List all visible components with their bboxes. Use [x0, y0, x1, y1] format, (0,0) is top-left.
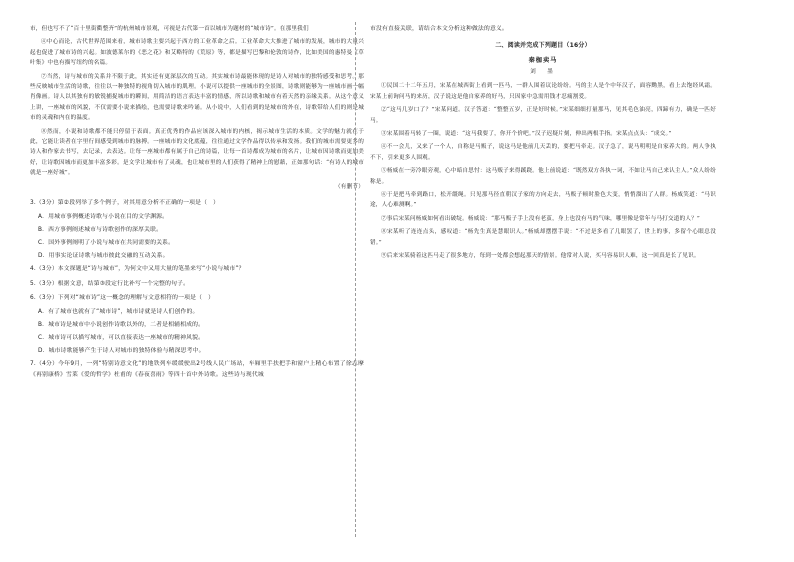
option-d[interactable]: D．用事实论证诗歌与城市彼此交融的互动关系。: [38, 253, 169, 260]
story-paragraph: ④不一会儿，又来了一个人，自称是马贩子，说这马是他前几天丢的，要把马牵走。汉子急了，说马明明是自家养大的。两人争执不下，引来更多人围观。: [370, 144, 716, 161]
question-7-continuation: 市没有直接关联，请结合本文分析这种做法的意义。: [370, 26, 508, 32]
question-6: [30, 293, 364, 357]
passage-paragraph: ⑦当然，诗与城市的关系并不限于此，其实还有更深层次的互动。其实城市诗最能体现的是诗人对城市的独特感受和思考。那些反映城市生活的诗歌，往往以一种独特的视角切入城市的肌理。小说可以提供一座城市的全景图，诗歌则能够为一座城市画一幅肖像画。诗人以其独有的敏锐捕捉城市的瞬间，用简洁的语言表达丰富的情感，所以诗歌和城市有着天然的亲缘关系。从这个意义上讲，一座城市的风貌，不仅需要小说来描绘，也需要诗歌来吟诵。从小说中，人们看到的是城市的外在，诗歌带给人们的则是城市的灵魂和内在的温度。: [30, 73, 364, 122]
story-author: 刘 墨: [530, 69, 556, 76]
section-heading: 二、阅读并完成下列题目（16分）: [495, 42, 591, 50]
story-paragraph: ⑦事后宋某问杨威如何看出破绽。杨威说：“那马贩子手上没有老茧，身上也没有马的气味，哪里像是常年与马打交道的人？”: [381, 215, 700, 222]
passage-paragraph: ⑧然而，小说和诗歌都不能只停留于表面。真正优秀的作品应该深入城市的内核，揭示城市生活的本质。文学的魅力就在于此，它能让读者在字里行间感受到城市的脉搏。一座城市的文化底蕴，往往通过文学作品得以传承和发扬。我们的城市需要更多的诗人和作家去书写，去记录，去表达。让每一座城市都有属于自己的诗篇，让每一首诗都成为城市的名片，让城市因诗歌而更加美好，让诗歌因城市而更加丰富多彩。是文学让城市有了灵魂，也让城市里的人们获得了精神上的慰藉，正如那句话：“有诗人的城市就是一座好城”。: [30, 128, 364, 177]
option-a[interactable]: A．用城市事例概述诗歌与小说在目的文学渊源。: [38, 214, 169, 221]
left-column: [30, 24, 364, 384]
option-d[interactable]: D．城市诗歌能够产生于诗人对城市的独特体验与精深思考中。: [38, 347, 205, 354]
passage-paragraph: ④中心而论，古代世界范围来看，城市诗歌主要兴起于西方的工业革命之后。工业革命大大推进了城市的发展，城市的大量兴起也促进了城市诗的兴起。如波德莱尔的《恶之花》和艾略特的《荒原》等，都是描写巴黎和伦敦的诗作，比如美国的惠特曼《草叶集》中也有描写纽约的名篇。: [30, 39, 364, 67]
right-column: [370, 24, 716, 265]
option-c[interactable]: C．城市诗可以描写城市，可以直接表达一座城市的精神风貌。: [38, 334, 205, 341]
story-paragraph: ③宋某围着马转了一圈，说道：“这马我要了，你开个价吧。”汉子迟疑片刻，伸出两根手指。宋某点点头：“成交。”: [381, 131, 672, 138]
passage-paragraph: 市，但也写不了“百十里街衢整齐”的杭州城市景观，可视是古代第一首以城市为题材的“城市诗”。在那里我们: [30, 26, 309, 32]
question-stem: 3.（3分）第②段列举了多个例子，对其用意分析不正确的一项是（ ）: [30, 200, 220, 207]
story-paragraph: ⑤杨威在一旁冷眼旁观，心中暗自思忖：这马贩子来得蹊跷。他上前说道：“既然双方各执一词，不如让马自己来认主人。”众人纷纷称是。: [370, 168, 716, 185]
question-7: 7.（4分）今年9月，一列“特别诗意文化”的地铁列车缓缓驶出2号线人民广场站，车厢里手扶把手和窗户上精心布置了徐志摩《再别康桥》雪莱《爱的哲学》杜甫的《春夜喜雨》等四十首中外诗歌。这些诗与现代城: [30, 360, 364, 379]
question-4: 4.（3分）本文探题是“诗与城市”，为何文中又用大量的笔墨来写“小说与城市”？: [30, 266, 245, 273]
source-note: （有删节）: [335, 183, 364, 190]
option-a[interactable]: A．有了城市也就有了“城市诗”，城市诗就是诗人们创作的。: [38, 308, 199, 315]
option-b[interactable]: B．西方事例阐述城市与诗歌创作的深厚关联。: [38, 227, 163, 234]
story-paragraph: ⑧宋某听了连连点头，感叹道：“杨先生真是慧眼识人。”杨威却摆摆手说：“不过是多看了几眼罢了，世上的事，多留个心眼总没错。”: [370, 229, 716, 246]
question-3: [30, 198, 364, 262]
story-paragraph: ⑥于是把马牵到路口，松开缰绳。只见那马径直朝汉子家的方向走去，马贩子顿时脸色大变，悄悄溜出了人群。杨威笑道：“马识途，人心难测啊。”: [370, 192, 716, 209]
option-c[interactable]: C．国外事例阐明了小说与城市在共同需要的关系。: [38, 240, 175, 247]
story-paragraph: ⑨后来宋某骑着这匹马走了很多地方，每到一处都会想起那天的情景。他常对人说，买马容易识人难，这一回真是长了见识。: [381, 253, 700, 260]
question-stem: 6.（3分）下列对“城市诗”这一概念的理解与文意相符的一项是（ ）: [30, 294, 215, 301]
column-divider: [355, 22, 356, 537]
story-paragraph: ①民国二十二年五月，宋某在城西街上看到一匹马，一群人围着议论纷纷。马的主人是个中年汉子，面容黝黑，看上去饱经风霜。宋某上前询问马的来历，汉子说这是他自家养的好马，只因家中急需用钱才忍痛割爱。: [370, 83, 716, 100]
story-title: 秦枷卖马: [528, 56, 558, 64]
option-b[interactable]: B．城市诗是城市中小说创作诗歌以外的，二者是相辅相成的。: [38, 321, 205, 328]
story-paragraph: ②“这马几岁口了？”宋某问道。汉子答道：“整整五岁，正是好时候。”宋某细细打量那马，见其毛色油亮，四蹄有力，确是一匹好马。: [370, 107, 716, 124]
question-5: 5.（3分）根据文意，结第③段定行比补写一个完整的句子。: [30, 280, 190, 287]
